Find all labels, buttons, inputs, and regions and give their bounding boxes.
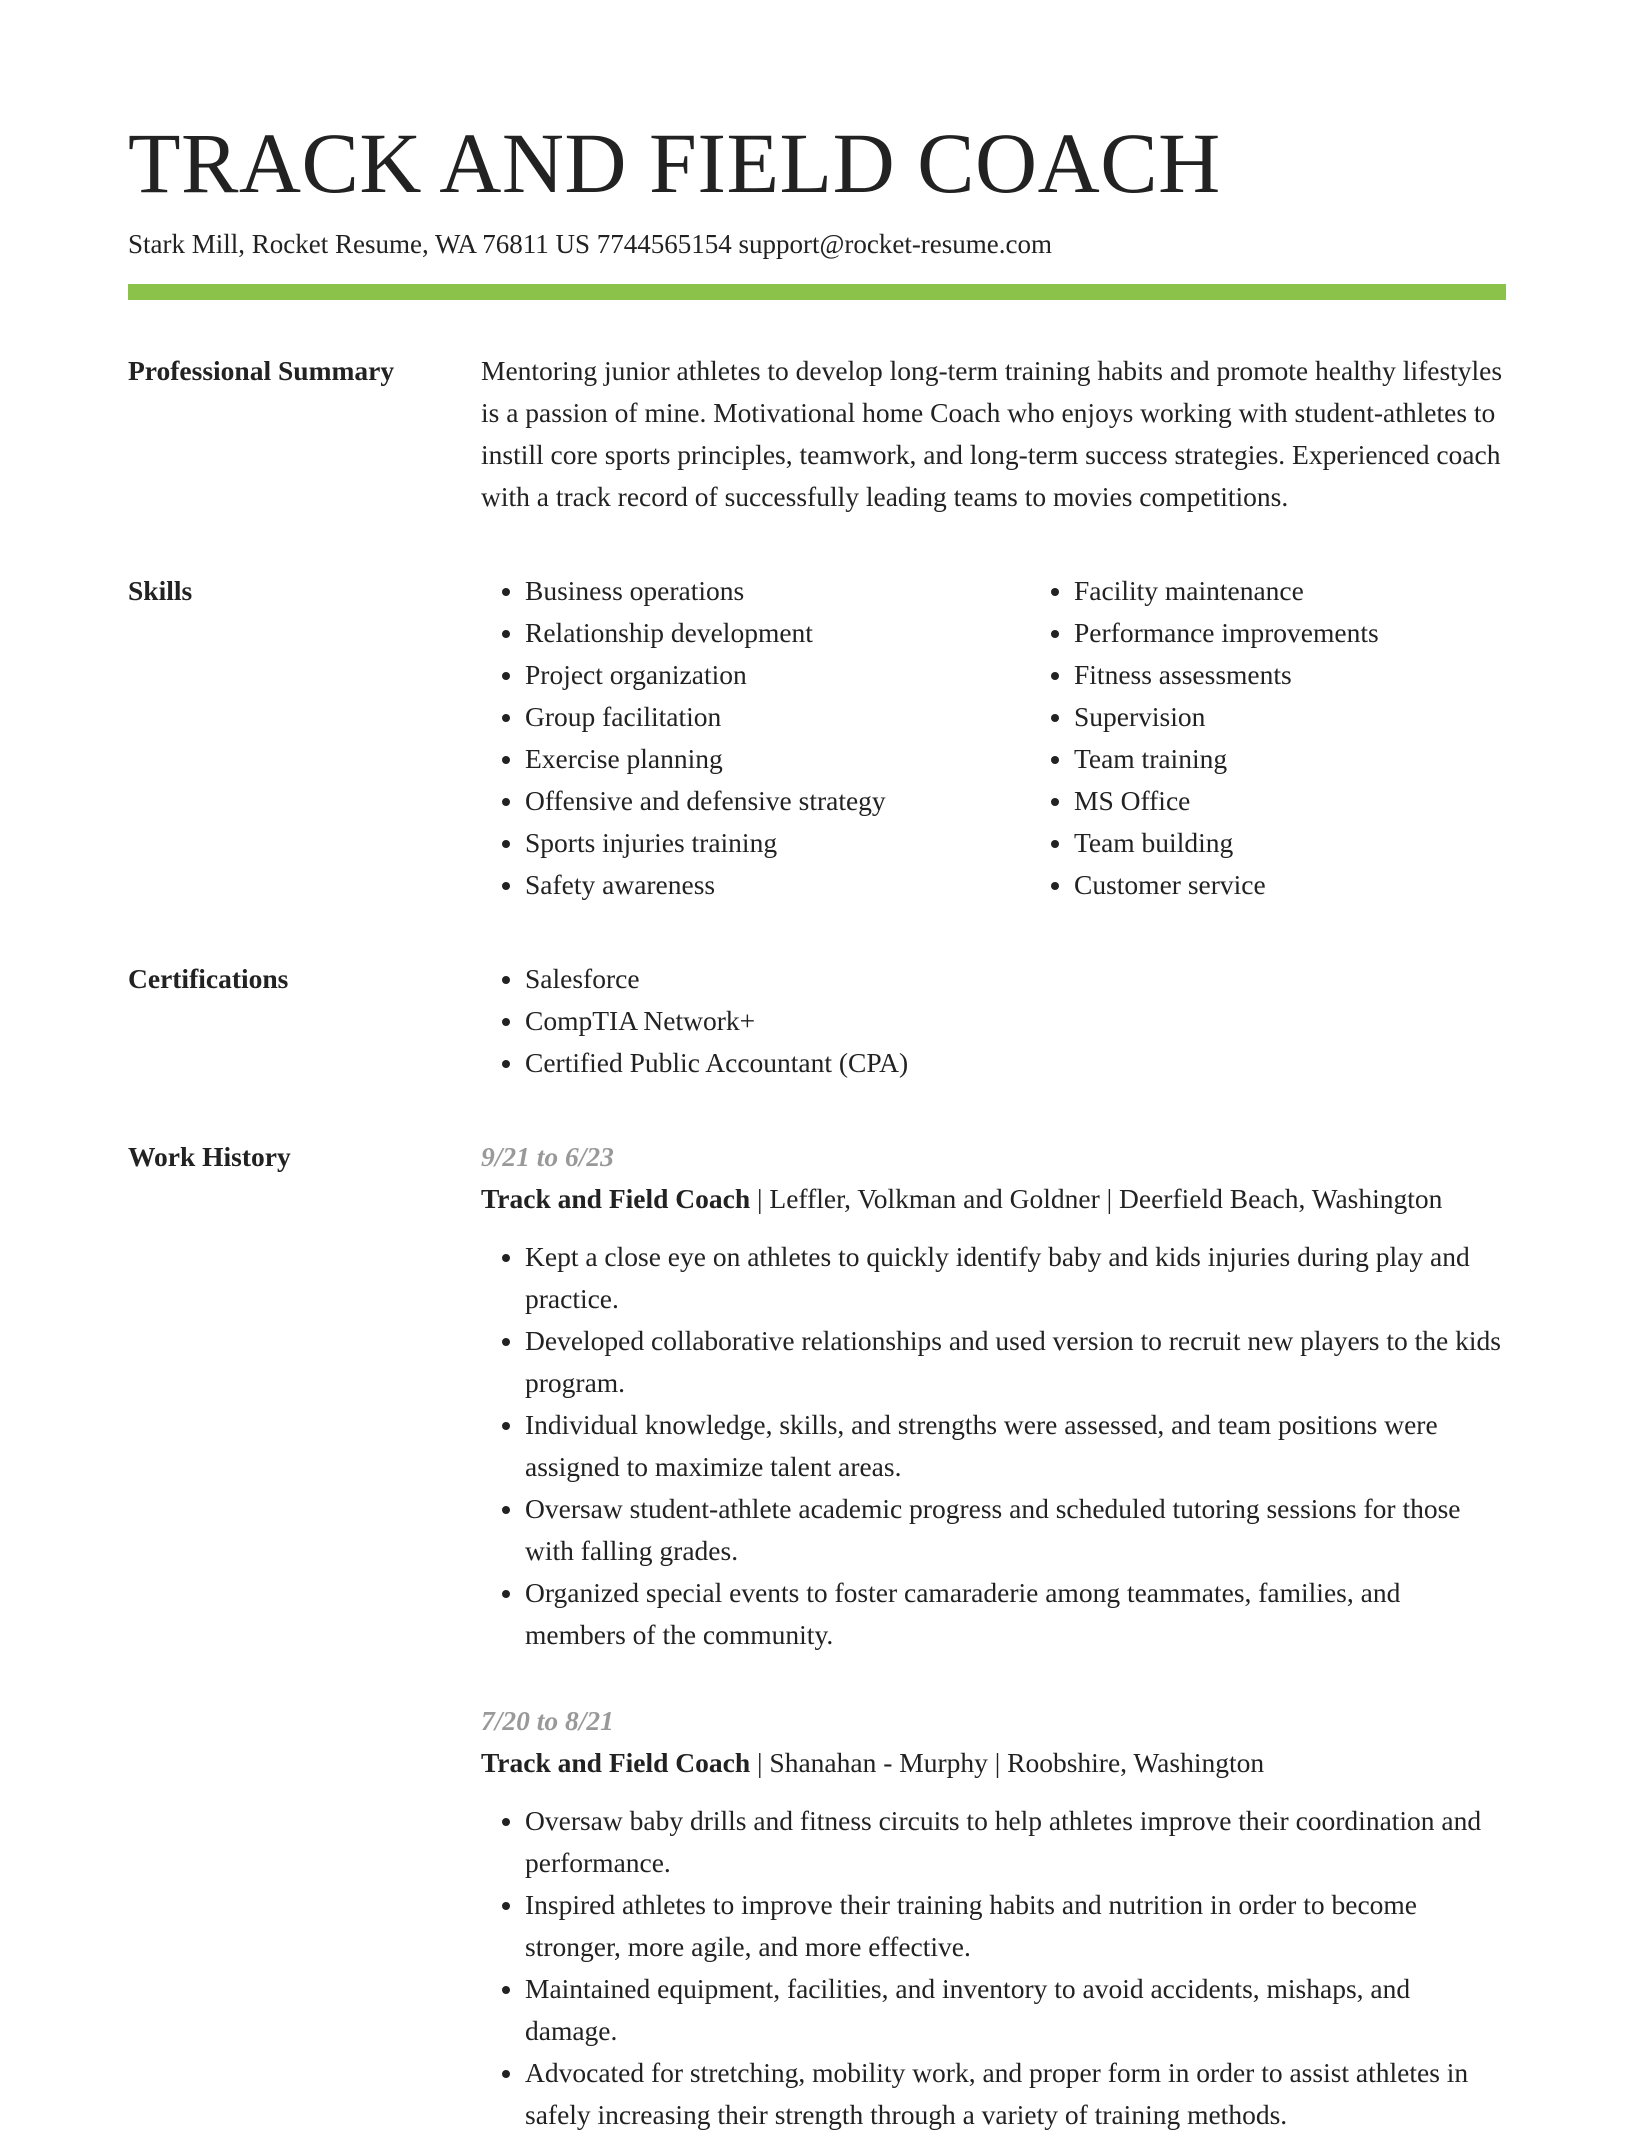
certification-item: • Certified Public Accountant (CPA) (525, 1042, 1506, 1084)
skill-item: • Supervision (1074, 696, 1579, 738)
skill-item: • Sports injuries training (525, 822, 1030, 864)
job-bullet: • Organized special events to foster camaraderie among teammates, families, and members of the community. (525, 1572, 1506, 1656)
work-history-section (128, 1136, 1506, 2136)
certification-item: • CompTIA Network+ (525, 1000, 1506, 1042)
job-bullets (481, 1236, 1506, 1656)
job-bullet: • Advocated for stretching, mobility work, and proper form in order to assist athletes in safely increasing their strength through a variety of training methods. (525, 2052, 1506, 2136)
skill-item: • Business operations (525, 570, 1030, 612)
job-bullet: • Developed collaborative relationships and used version to recruit new players to the kids program. (525, 1320, 1506, 1404)
certifications-section (128, 958, 1506, 1084)
skill-item: • MS Office (1074, 780, 1579, 822)
resume-page (128, 115, 1506, 2136)
certification-item: • Salesforce (525, 958, 1506, 1000)
skill-item: • Safety awareness (525, 864, 1030, 906)
skill-item: • Customer service (1074, 864, 1579, 906)
job-bullet: • Oversaw baby drills and fitness circuits to help athletes improve their coordination and performance. (525, 1800, 1506, 1884)
jobs-container (481, 1136, 1506, 2136)
job-entry (481, 1136, 1506, 1656)
certifications-list (481, 958, 1506, 1084)
skill-item: • Exercise planning (525, 738, 1030, 780)
skill-item: • Group facilitation (525, 696, 1030, 738)
skill-item: • Offensive and defensive strategy (525, 780, 1030, 822)
summary-text: Mentoring junior athletes to develop long-term training habits and promote healthy lifestyles is a passion of mine. Motivational home Coach who enjoys working with student-athletes to instill core sports principles, teamwork, and long-term success strategies. Experienced coach with a track record of successfully leading teams to movies competitions. (481, 355, 1503, 512)
job-bullet: • Kept a close eye on athletes to quickly identify baby and kids injuries during play and practice. (525, 1236, 1506, 1320)
skill-item: • Team building (1074, 822, 1579, 864)
job-entry (481, 1700, 1506, 2136)
job-bullet: • Inspired athletes to improve their training habits and nutrition in order to become stronger, more agile, and more effective. (525, 1884, 1506, 1968)
job-employer-location: | Shanahan - Murphy | Roobshire, Washington (750, 1747, 1265, 1778)
job-bullet: • Maintained equipment, facilities, and inventory to avoid accidents, mishaps, and damage. (525, 1968, 1506, 2052)
section-label-work-history: Work History (128, 1141, 291, 1172)
summary-section (128, 350, 1506, 518)
skills-list-left (481, 570, 1030, 906)
job-bullet: • Oversaw student-athlete academic progress and scheduled tutoring sessions for those with falling grades. (525, 1488, 1506, 1572)
skill-item: • Relationship development (525, 612, 1030, 654)
section-label-summary: Professional Summary (128, 355, 395, 386)
job-heading (481, 1742, 1506, 1784)
skill-item: • Facility maintenance (1074, 570, 1579, 612)
skills-list-right (1030, 570, 1579, 906)
skill-item: • Performance improvements (1074, 612, 1579, 654)
accent-divider (128, 284, 1506, 300)
section-label-certifications: Certifications (128, 963, 289, 994)
job-title: Track and Field Coach (481, 1183, 751, 1214)
job-heading (481, 1178, 1506, 1220)
resume-title: TRACK AND FIELD COACH (128, 115, 1221, 211)
job-employer-location: | Leffler, Volkman and Goldner | Deerfield Beach, Washington (750, 1183, 1443, 1214)
skills-section (128, 570, 1506, 906)
job-bullets (481, 1800, 1506, 2136)
section-label-skills: Skills (128, 575, 193, 606)
skill-item: • Team training (1074, 738, 1579, 780)
job-dates: 9/21 to 6/23 (481, 1141, 614, 1172)
job-bullet: • Individual knowledge, skills, and strengths were assessed, and team positions were assigned to maximize talent areas. (525, 1404, 1506, 1488)
contact-line: Stark Mill, Rocket Resume, WA 76811 US 7744565154 support@rocket-resume.com (128, 229, 1053, 259)
skill-item: • Project organization (525, 654, 1030, 696)
job-dates: 7/20 to 8/21 (481, 1705, 614, 1736)
job-title: Track and Field Coach (481, 1747, 751, 1778)
skill-item: • Fitness assessments (1074, 654, 1579, 696)
